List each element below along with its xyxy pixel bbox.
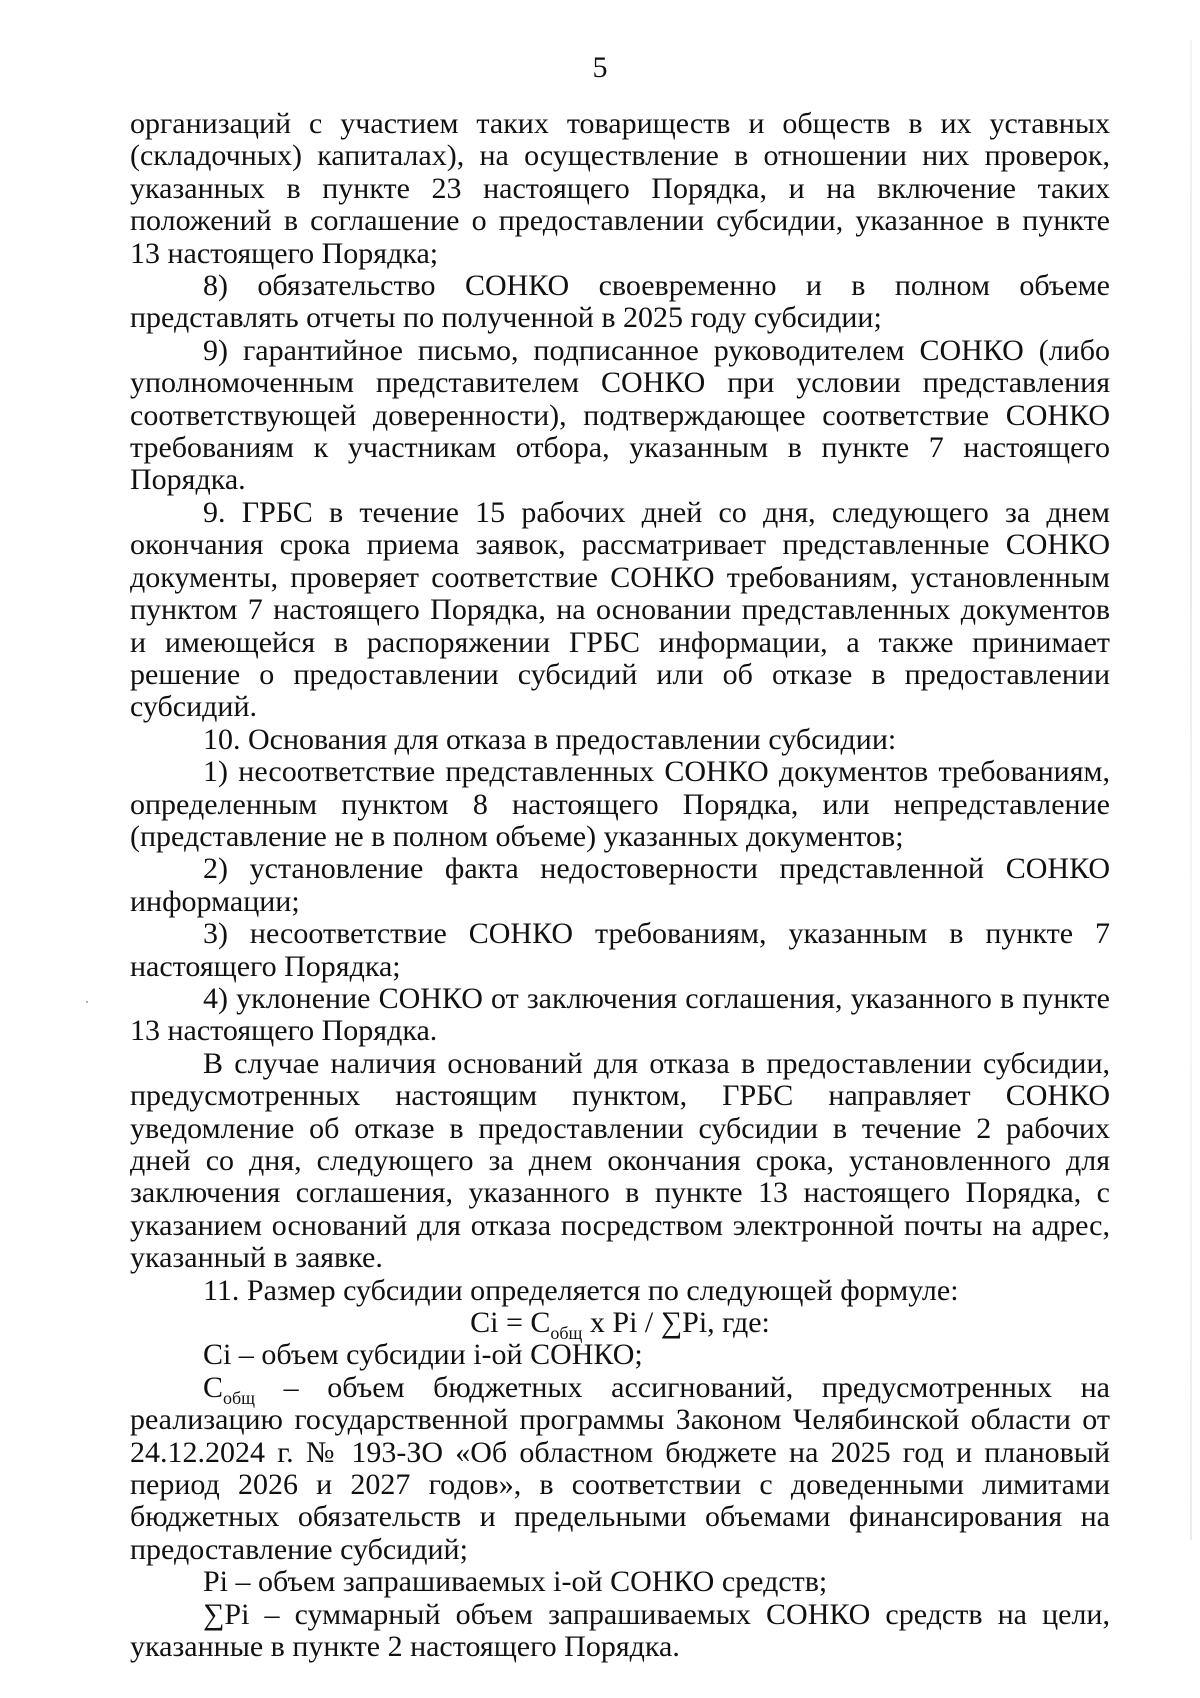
formula-ci: Ci (470, 1306, 499, 1340)
paragraph-continuation: организаций с участием таких товариществ и обществ в их уставных (складочных) капиталах), на осуществление в отношении них проверок, указанных в пункте 23 настоящего Порядка, и на включение таких положений в соглашение о предоставлении субсидии, указанное в пункте 13 настоящего Порядка; (130, 107, 1110, 270)
formula-eq: = C (498, 1306, 551, 1340)
page-number: 5 (592, 51, 608, 84)
scan-edge-mark (1190, 40, 1192, 1540)
paragraph-item-9: 9) гарантийное письмо, подписанное руководителем СОНКО (либо уполномоченным представителем СОНКО при условии представления соответствующей доверенности), подтверждающее соответствие СОНКО требованиям к участникам отбора, указанным в пункте 7 настоящего Порядка. (130, 333, 1110, 497)
formula-rest: x Pi / ∑Pi, где: (582, 1306, 770, 1340)
definition-pi: Pi – объем запрашиваемых i-ой СОНКО средств; (203, 1565, 828, 1599)
paragraph-refusal-4: 4) уклонение СОНКО от заключения соглашения, указанного в пункте 13 настоящего Порядка. (130, 981, 1110, 1048)
paragraph-refusal-2: 2) установление факта недостоверности представленной СОНКО информации; (130, 852, 1110, 918)
paragraph-refusal-1: 1) несоответствие представленных СОНКО документов требованиям, определенным пунктом 8 настоящего Порядка, или непредставление (представление не в полном объеме) указанных документов; (130, 755, 1110, 853)
definition-c-text: – объем бюджетных ассигнований, предусмотренных на реализацию государственной программы Законом Челябинской области от 24.12.2024 г. № 193-ЗО «Об областном бюджете на 2025 год и плановый период 2026 и 2027 годов», в соответствии с доведенными лимитами бюджетных обязательств и предельными объемами финансирования на предоставление субсидий; (130, 1370, 1110, 1566)
subsidy-formula (130, 1306, 1110, 1344)
formula-sub-total: общ (550, 1323, 583, 1344)
paragraph-refusal-3: 3) несоответствие СОНКО требованиям, указанным в пункте 7 настоящего Порядка; (130, 917, 1110, 983)
paragraph-item-8: 8) обязательство СОНКО своевременно и в полном объеме представлять отчеты по полученной в 2025 году субсидии; (130, 269, 1110, 335)
definition-c-sub: общ (223, 1387, 256, 1408)
definition-sum-pi: ∑Pi – суммарный объем запрашиваемых СОНКО средств на цели, указанные в пункте 2 настоящего Порядка. (130, 1597, 1110, 1664)
definition-c-symbol: C (203, 1370, 224, 1404)
paragraph-refusal-notice: В случае наличия оснований для отказа в предоставлении субсидии, предусмотренных настоящим пунктом, ГРБС направляет СОНКО уведомление об отказе в предоставлении субсидии в течение 2 рабочих дней со дня, следующего за днем окончания срока, установленного для заключения соглашения, указанного в пункте 13 настоящего Порядка, с указанием оснований для отказа посредством электронной почты на адрес, указанный в заявке. (130, 1046, 1110, 1275)
paragraph-clause-9: 9. ГРБС в течение 15 рабочих дней со дня, следующего за днем окончания срока приема заявок, рассматривает представленные СОНКО документы, проверяет соответствие СОНКО требованиям, установленным пунктом 7 настоящего Порядка, на основании представленных документов и имеющейся в распоряжении ГРБС информации, а также принимает решение о предоставлении субсидий или об отказе в предоставлении субсидий. (130, 495, 1110, 724)
definition-c-total (130, 1372, 1110, 1566)
scan-speck (86, 1001, 88, 1003)
paragraph-clause-11: 11. Размер субсидии определяется по следующей формуле: (203, 1273, 959, 1307)
definition-ci: Ci – объем субсидии i-ой СОНКО; (203, 1338, 643, 1372)
document-body (130, 108, 1110, 1664)
paragraph-clause-10: 10. Основания для отказа в предоставлении субсидии: (203, 722, 897, 756)
